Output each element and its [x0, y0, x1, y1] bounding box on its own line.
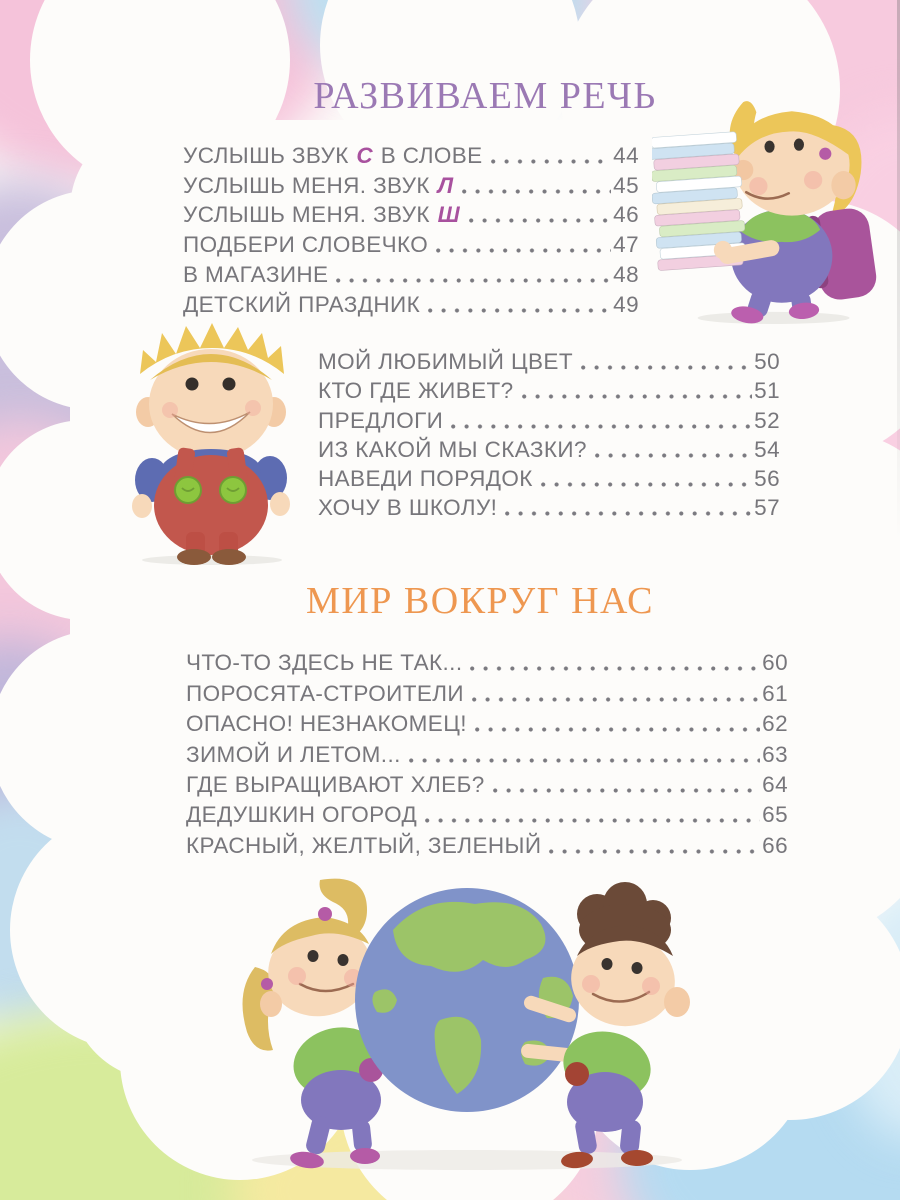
toc-entry-page: 50: [754, 349, 780, 375]
section-title-world-around-us: МИР ВОКРУГ НАС: [306, 580, 654, 622]
dot-leader: [505, 511, 752, 516]
toc-entry-label: ГДЕ ВЫРАЩИВАЮТ ХЛЕБ?: [186, 771, 485, 797]
toc-group-3: [186, 646, 788, 859]
toc-entry: [318, 463, 780, 492]
toc-entry: [186, 646, 788, 676]
toc-entry-page: 46: [613, 202, 639, 228]
toc-entry-page: 61: [762, 680, 788, 706]
toc-entry-page: 52: [754, 407, 780, 433]
dot-leader: [581, 365, 752, 370]
toc-entry-page: 48: [613, 261, 639, 287]
overall-button: [175, 477, 201, 503]
section-title-develop-speech: РАЗВИВАЕМ РЕЧЬ: [313, 75, 657, 117]
toc-entry: [183, 258, 639, 288]
toc-entry-label: ЗИМОЙ И ЛЕТОМ...: [186, 741, 401, 767]
globe-icon: [355, 888, 579, 1112]
toc-entry-label: ПОРОСЯТА-СТРОИТЕЛИ: [186, 680, 465, 706]
dot-leader: [469, 218, 611, 223]
girl-with-books-illustration: [652, 96, 880, 324]
toc-entry-page: 62: [762, 711, 788, 737]
accent-letter: С: [356, 142, 374, 168]
toc-entry-page: 57: [754, 495, 780, 521]
dot-leader: [470, 666, 760, 671]
toc-entry-label: ДЕДУШКИН ОГОРОД: [186, 802, 418, 828]
dot-leader: [409, 758, 760, 763]
toc-entry-label: МОЙ ЛЮБИМЫЙ ЦВЕТ: [318, 349, 573, 375]
toc-entry: [183, 139, 639, 169]
toc-entry: [186, 828, 788, 858]
toc-entry-page: 56: [754, 465, 780, 491]
toc-entry-page: 54: [754, 436, 780, 462]
dot-leader: [522, 394, 753, 399]
toc-entry-label: УСЛЫШЬ МЕНЯ. ЗВУК Л: [183, 172, 454, 198]
dot-leader: [462, 189, 611, 194]
dot-leader: [493, 788, 761, 793]
toc-entry: [186, 676, 788, 706]
dot-leader: [549, 849, 760, 854]
kids-holding-globe-illustration: [225, 872, 710, 1172]
toc-entry-label: КТО ГДЕ ЖИВЕТ?: [318, 378, 514, 404]
toc-entry-label: УСЛЫШЬ МЕНЯ. ЗВУК Ш: [183, 202, 461, 228]
toc-entry-page: 49: [613, 291, 639, 317]
toc-entry: [183, 199, 639, 229]
toc-entry-page: 47: [613, 232, 639, 258]
dot-leader: [472, 697, 760, 702]
toc-entry-page: 44: [613, 142, 639, 168]
toc-entry-page: 60: [762, 650, 788, 676]
dot-leader: [428, 308, 611, 313]
toc-entry: [318, 346, 780, 375]
boy-in-overalls-illustration: [112, 320, 312, 565]
toc-entry: [186, 737, 788, 767]
toc-entry-label: ПОДБЕРИ СЛОВЕЧКО: [183, 232, 429, 258]
dot-leader: [491, 159, 612, 164]
toc-entry: [186, 798, 788, 828]
toc-entry: [186, 768, 788, 798]
toc-entry: [183, 169, 639, 199]
accent-letter: Ш: [437, 202, 461, 228]
toc-entry-label: НАВЕДИ ПОРЯДОК: [318, 465, 533, 491]
dot-leader: [451, 424, 752, 429]
toc-entry-page: 63: [762, 741, 788, 767]
dot-leader: [595, 453, 752, 458]
toc-entry-label: ДЕТСКИЙ ПРАЗДНИК: [183, 291, 421, 317]
dot-leader: [436, 248, 611, 253]
toc-entry-label: ИЗ КАКОЙ МЫ СКАЗКИ?: [318, 436, 587, 462]
dot-leader: [425, 818, 760, 823]
toc-entry-label: УСЛЫШЬ ЗВУК С В СЛОВЕ: [183, 142, 483, 168]
toc-entry-label: ХОЧУ В ШКОЛУ!: [318, 495, 498, 521]
toc-entry-label: ЧТО-ТО ЗДЕСЬ НЕ ТАК...: [186, 650, 463, 676]
toc-entry-page: 66: [762, 832, 788, 858]
toc-entry-page: 64: [762, 771, 788, 797]
toc-entry-label: В МАГАЗИНЕ: [183, 261, 329, 287]
overall-button: [220, 477, 246, 503]
toc-entry-label: КРАСНЫЙ, ЖЕЛТЫЙ, ЗЕЛЕНЫЙ: [186, 832, 542, 858]
toc-entry: [183, 288, 639, 318]
toc-group-2: [318, 346, 780, 521]
toc-entry-page: 51: [754, 378, 780, 404]
accent-letter: Л: [437, 172, 454, 198]
toc-entry: [318, 434, 780, 463]
toc-entry-page: 65: [762, 802, 788, 828]
toc-entry: [183, 228, 639, 258]
toc-entry: [318, 375, 780, 404]
toc-entry-page: 45: [613, 172, 639, 198]
toc-group-1: [183, 139, 639, 318]
dot-leader: [336, 278, 611, 283]
toc-entry-label: ОПАСНО! НЕЗНАКОМЕЦ!: [186, 711, 467, 737]
toc-entry: [318, 492, 780, 521]
dot-leader: [541, 482, 752, 487]
toc-entry: [186, 707, 788, 737]
toc-entry: [318, 404, 780, 433]
dot-leader: [475, 727, 760, 732]
toc-entry-label: ПРЕДЛОГИ: [318, 407, 444, 433]
